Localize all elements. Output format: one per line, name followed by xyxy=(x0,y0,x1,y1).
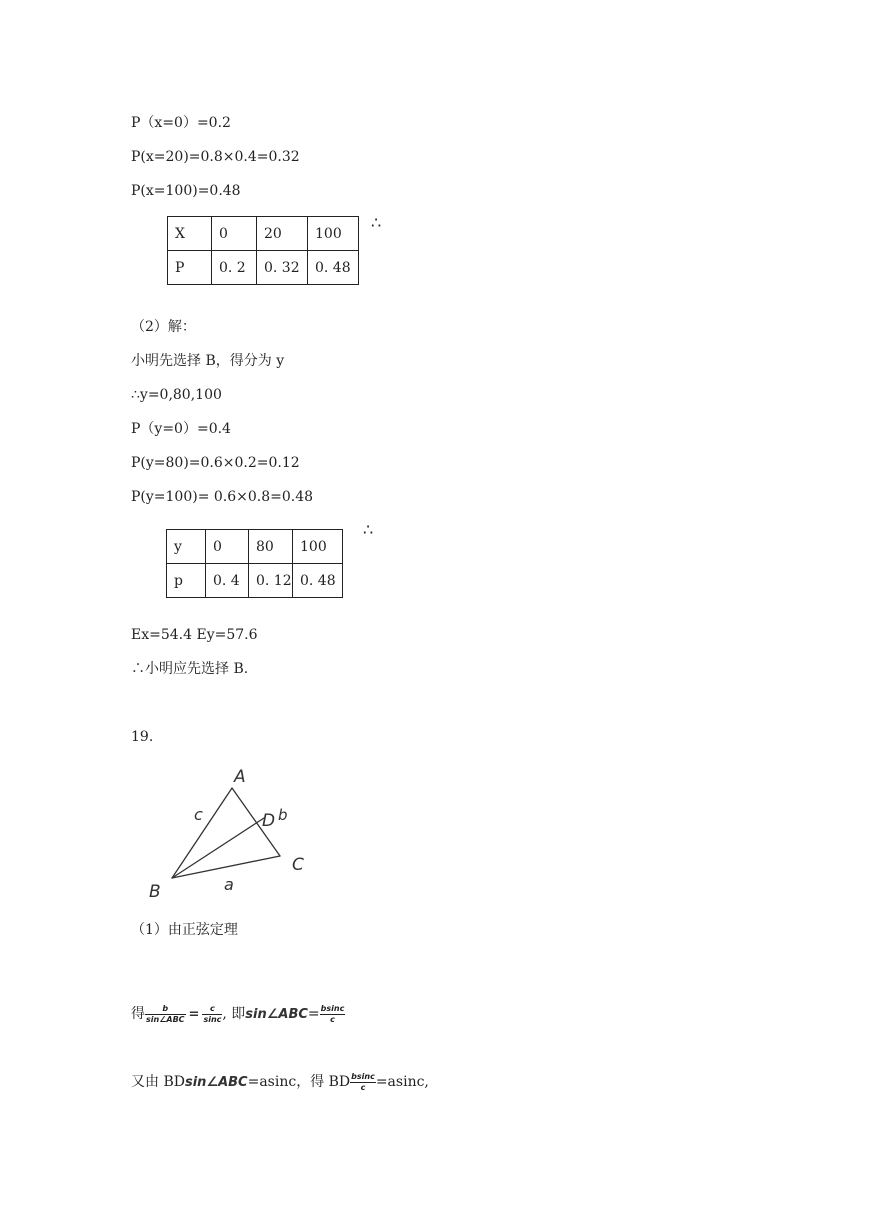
eq-connector: , 即 xyxy=(222,1006,246,1022)
triangle-figure xyxy=(136,760,316,906)
table-row xyxy=(167,564,343,598)
equation-line-2 xyxy=(131,1068,429,1097)
sine-law-heading: （1）由正弦定理 xyxy=(131,922,238,938)
prob-y100: P(y=100)= 0.6×0.8=0.48 xyxy=(131,489,314,505)
table-cell: 0 xyxy=(212,217,257,251)
table-cell: 0. 12 xyxy=(249,564,293,598)
table-row xyxy=(167,530,343,564)
eq-prefix: 得 xyxy=(131,1006,145,1022)
table-row xyxy=(168,251,359,285)
table-cell: 0. 2 xyxy=(212,251,257,285)
fraction-bsinc-over-c xyxy=(350,1072,376,1093)
side-ab xyxy=(172,788,232,878)
part2-line: ∴y=0,80,100 xyxy=(131,387,222,403)
table-cell: y xyxy=(167,530,206,564)
table-cell: X xyxy=(168,217,212,251)
table-cell: P xyxy=(168,251,212,285)
equals-sign: = xyxy=(307,1006,320,1022)
side-b-label: b xyxy=(278,806,288,824)
prob-x0: P（x=0）=0.2 xyxy=(131,115,231,131)
table-row xyxy=(168,217,359,251)
vertex-b-label: B xyxy=(149,882,161,902)
sin-abc-term: sin∠ABC xyxy=(245,1007,308,1022)
conclusion-line: ∴小明应先选择 B. xyxy=(131,661,249,677)
fraction-denominator: c xyxy=(330,1014,335,1024)
fraction-denominator: c xyxy=(360,1082,366,1092)
table-cell: 100 xyxy=(293,530,343,564)
part2-heading: （2）解： xyxy=(131,319,196,335)
vertex-c-label: C xyxy=(292,855,304,875)
fraction-numerator: bsinc xyxy=(351,1071,375,1081)
expectation-line: Ex=54.4 Ey=57.6 xyxy=(131,627,258,643)
eq-connector: =asinc，得 BD xyxy=(247,1074,351,1090)
eq-prefix: 又由 BD xyxy=(131,1074,185,1090)
fraction-denominator: sin∠ABC xyxy=(146,1014,185,1024)
table-cell: 20 xyxy=(257,217,308,251)
table-cell: 100 xyxy=(308,217,359,251)
table-cell: 0. 4 xyxy=(206,564,249,598)
eq-suffix: =asinc, xyxy=(375,1074,429,1090)
prob-y80: P(y=80)=0.6×0.2=0.12 xyxy=(131,455,300,471)
fraction-c-over-sinc xyxy=(202,1004,222,1025)
table-cell: 0. 48 xyxy=(293,564,343,598)
table-cell: 0. 32 xyxy=(257,251,308,285)
prob-x100: P(x=100)=0.48 xyxy=(131,183,241,199)
fraction-numerator: bsinc xyxy=(320,1003,345,1013)
table-cell: 80 xyxy=(249,530,293,564)
table-cell: 0. 48 xyxy=(308,251,359,285)
vertex-a-label: A xyxy=(234,767,246,787)
fraction-denominator: sinc xyxy=(203,1014,222,1024)
prob-x20: P(x=20)=0.8×0.4=0.32 xyxy=(131,149,300,165)
equals-sign: = xyxy=(188,1007,200,1022)
table-cell: 0 xyxy=(206,530,249,564)
part2-line: 小明先选择 B，得分为 y xyxy=(131,353,285,369)
side-c-label: c xyxy=(194,805,203,824)
fraction-bsinc-over-c xyxy=(320,1004,346,1025)
fraction-b-over-sin-abc xyxy=(145,1004,186,1025)
distribution-table-x xyxy=(167,216,359,285)
equation-line-1 xyxy=(131,1000,345,1029)
sin-abc-term: sin∠ABC xyxy=(184,1075,248,1090)
fraction-numerator: b xyxy=(145,1004,186,1015)
table-cell: p xyxy=(167,564,206,598)
therefore-symbol: ∴ xyxy=(363,520,374,539)
distribution-table-y xyxy=(166,529,343,598)
prob-y0: P（y=0）=0.4 xyxy=(131,421,231,437)
point-d-label: D xyxy=(262,811,276,831)
side-a-label: a xyxy=(224,875,234,894)
fraction-numerator: c xyxy=(202,1004,222,1015)
therefore-symbol: ∴ xyxy=(371,213,382,232)
question-number: 19. xyxy=(131,729,154,745)
